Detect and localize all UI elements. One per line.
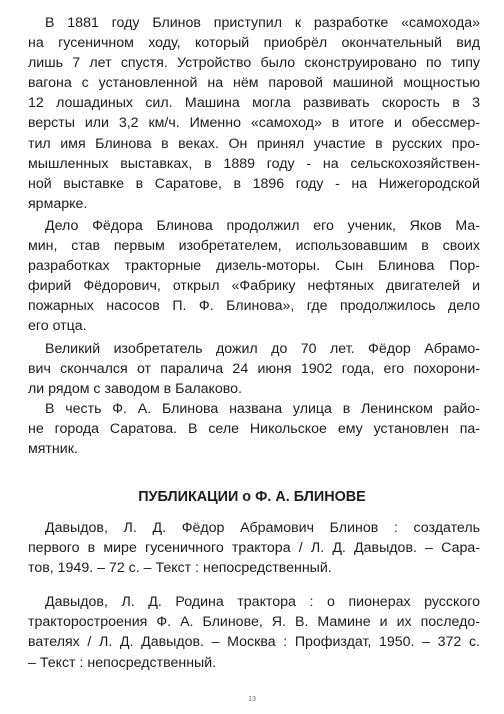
text-line: фирий Фёдорович, открыл «Фабрику нефтяных двигателей и (28, 278, 480, 295)
text-line: вич скончался от паралича 24 июня 1902 года, его похорони- (28, 360, 480, 377)
text-line: пожарных насосов П. Ф. Блинова», где продолжилось дело (28, 298, 480, 315)
paragraph-memory (28, 399, 480, 459)
text-line: 12 лошадиных сил. Машина могла развивать скорость в 3 (28, 95, 480, 112)
text-line: вагона с установленной на нём паровой машиной мощностью (28, 75, 480, 92)
biography-text (28, 13, 480, 459)
text-line: на гусеничном ходу, который приобрёл окончательный вид (28, 35, 480, 52)
text-line: тракторостроения Ф. А. Блинове, Я. В. Мамине и их последо- (28, 614, 480, 631)
text-line: – Текст : непосредственный. (28, 654, 217, 671)
text-line: вателях / Л. Д. Давыдов. – Москва : Профиздат, 1950. – 372 с. (28, 634, 480, 651)
text-line: мин, став первым изобретателем, использовавшим в своих (28, 238, 480, 255)
text-line: тил имя Блинова в веках. Он принял участие в русских про- (28, 135, 480, 152)
text-line: Дело Фёдора Блинова продолжил его ученик, Яков Ма- (45, 217, 480, 234)
publications-list (28, 518, 480, 673)
paragraph-death (28, 339, 480, 399)
text-line: не города Саратова. В селе Никольское ему установлен па- (28, 420, 480, 437)
text-line: В честь Ф. А. Блинова названа улица в Ленинском райо- (45, 400, 480, 417)
publication-entry (28, 518, 480, 578)
text-line: мышленных выставках, в 1889 году - на сельскохозяйствен- (28, 155, 480, 172)
text-line: ной выставке в Саратове, в 1896 году - на Нижегородской (28, 175, 480, 192)
text-line: тов, 1949. – 72 с. – Текст : непосредственный. (28, 560, 332, 577)
text-line: ли рядом с заводом в Балаково. (28, 380, 242, 397)
text-line: версты или 3,2 км/ч. Именно «самоход» в итоге и обессмер- (28, 115, 480, 132)
text-line: Великий изобретатель дожил до 70 лет. Фёдор Абрамо- (45, 340, 480, 357)
text-line: мятник. (28, 440, 78, 457)
page-number: 13 (248, 696, 256, 703)
text-line: его отца. (28, 318, 87, 335)
text-line: первого в мире гусеничного трактора / Л. Д. Давыдов. – Сара- (28, 540, 480, 557)
text-line: Давыдов, Л. Д. Фёдор Абрамович Блинов : создатель (45, 520, 480, 536)
paragraph-successor (28, 216, 480, 337)
paragraph-self-propelled (28, 13, 480, 214)
publication-entry (28, 592, 480, 672)
text-line: разработках тракторные дизель-моторы. Сын Блинова Пор- (28, 258, 480, 275)
text-line: В 1881 году Блинов приступил к разработке «самохода» (45, 15, 480, 31)
text-line: ярмарке. (28, 195, 88, 212)
text-line: лишь 7 лет спустя. Устройство было сконструировано по типу (28, 55, 480, 72)
publications-heading: ПУБЛИКАЦИИ о Ф. А. БЛИНОВЕ (138, 489, 366, 505)
text-line: Давыдов, Л. Д. Родина трактора : о пионерах русского (45, 594, 480, 611)
